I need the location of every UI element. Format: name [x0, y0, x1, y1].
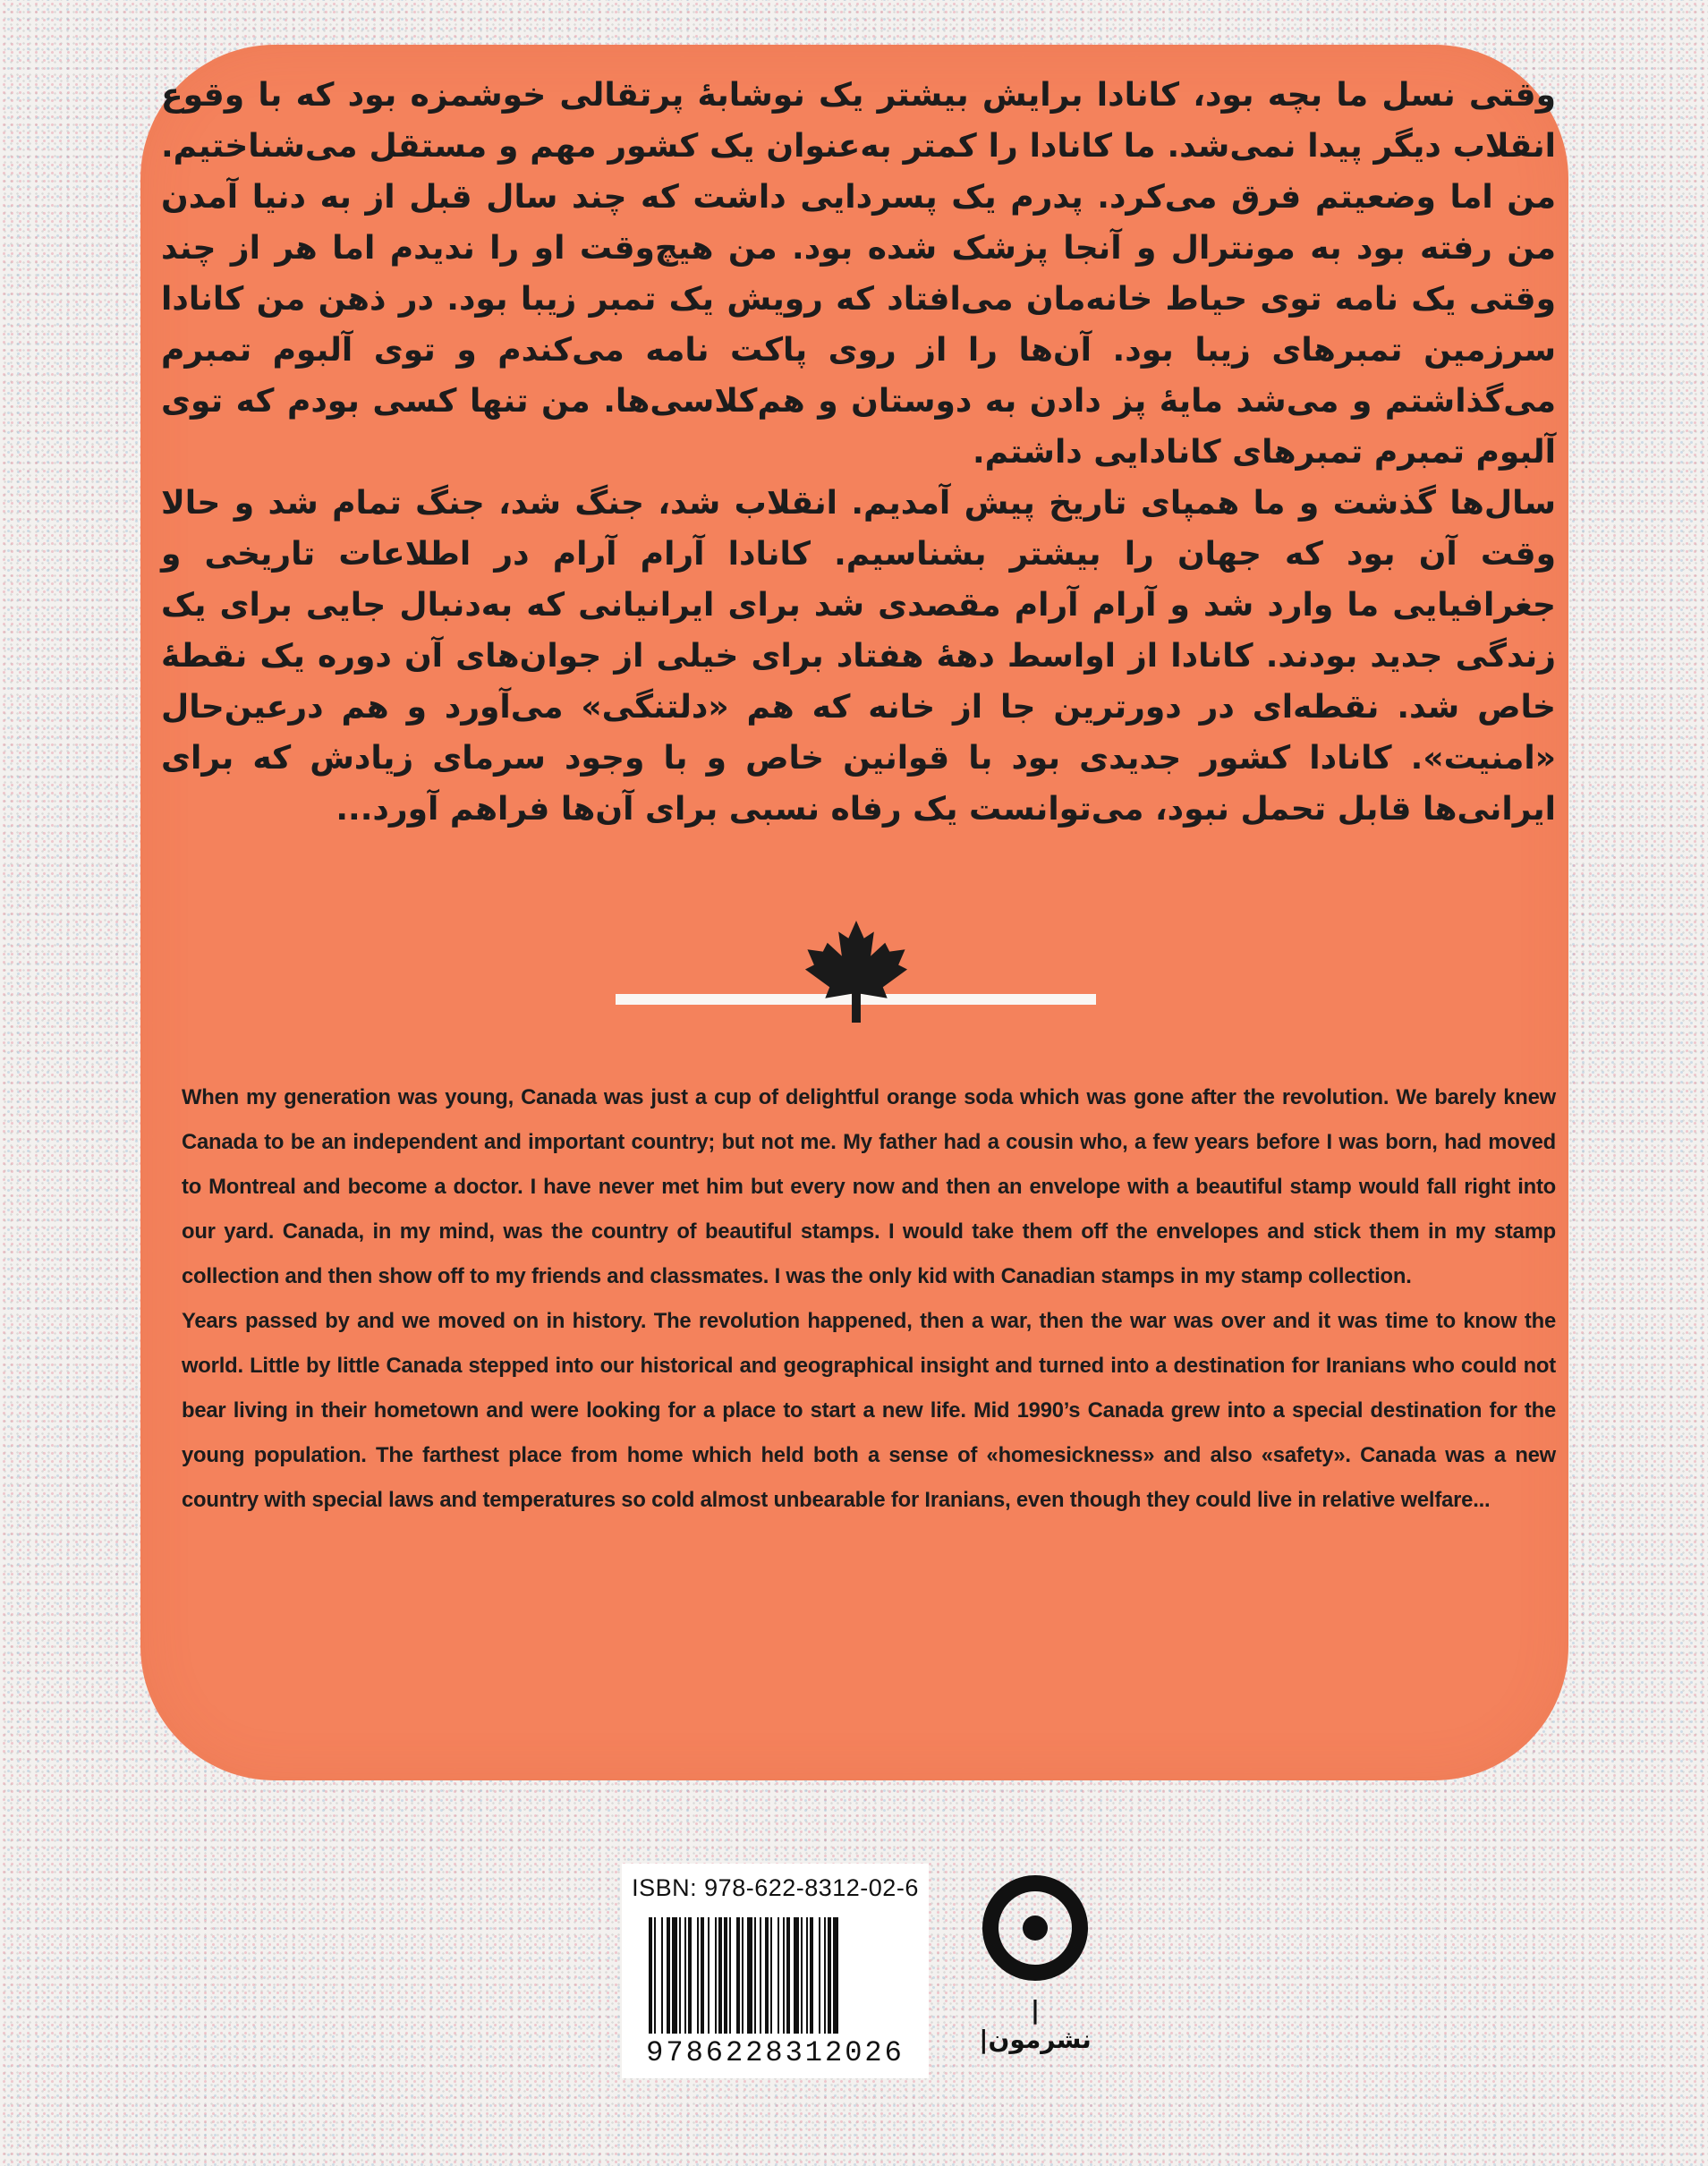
persian-blurb	[161, 70, 1556, 835]
english-paragraph-1: When my generation was young, Canada was just a cup of delightful orange soda which was gone after the revolution. We barely knew Canada to be an independent and important country; but not me. My father had a cousin who, a few years before I was born, had moved to Montreal and become a doctor. I have never met him but every now and then an envelope with a beautiful stamp would fall right into our yard. Canada, in my mind, was the country of beautiful stamps. I would take them off the envelopes and stick them in my stamp collection and then show off to my friends and classmates. I was the only kid with Canadian stamps in my stamp collection.	[182, 1085, 1556, 1288]
barcode-bar	[760, 1917, 761, 2034]
barcode-bar	[747, 1917, 752, 2034]
section-divider	[616, 916, 1096, 1006]
barcode-bar	[701, 1917, 704, 2034]
barcode-bar	[736, 1917, 740, 2034]
barcode-bar	[715, 1917, 717, 2034]
barcode-bar	[786, 1917, 790, 2034]
barcode-bar	[783, 1917, 785, 2034]
english-blurb	[182, 1075, 1556, 1523]
barcode-bar	[729, 1917, 731, 2034]
publisher-name: |نشرمون|	[979, 1995, 1092, 2054]
barcode-bar	[801, 1917, 803, 2034]
barcode-bar	[765, 1917, 769, 2034]
barcode-bar	[661, 1917, 663, 2034]
barcode-bar	[742, 1917, 744, 2034]
barcode-bar	[833, 1917, 838, 2034]
barcode-digits: 9786228312026	[646, 2036, 905, 2069]
persian-paragraph-1: وقتی نسل ما بچه بود، کانادا برایش بیشتر یک نوشابهٔ پرتقالی خوشمزه بود که با وقوع انقلاب دیگر پیدا نمی‌شد. ما کانادا را کمتر به‌عنوان یک کشور مهم و مستقل می‌شناختیم. من اما وضعیتم فرق می‌کرد. پدرم یک پسردایی داشت که چند سال قبل از به دنیا آمدن من رفته بود به مونترال و آنجا پزشک شده بود. من هیچ‌وقت او را ندیدم اما هر از چند وقتی یک نامه توی حیاط خانه‌مان می‌افتاد که رویش یک تمبر زیبا بود. در ذهن من کانادا سرزمین تمبرهای زیبا بود. آن‌ها را از روی پاکت نامه می‌کندم و توی آلبوم تمبرم می‌گذاشتم و می‌شد مایهٔ پز دادن به دوستان و هم‌کلاسی‌ها. من تنها کسی بودم که توی آلبوم تمبرم تمبرهای کانادایی داشتم.	[161, 77, 1556, 471]
barcode-bar	[794, 1917, 799, 2034]
barcode-label	[622, 1864, 929, 2078]
isbn-number: ISBN: 978-622-8312-02-6	[632, 1874, 919, 1901]
barcode-bar	[806, 1917, 808, 2034]
persian-paragraph-2: سال‌ها گذشت و ما همپای تاریخ پیش آمدیم. انقلاب شد، جنگ شد، جنگ تمام شد و حالا وقت آن بود که جهان را بیشتر بشناسیم. کانادا آرام آرام در اطلاعات تاریخی و جغرافیایی ما وارد شد و آرام آرام مقصدی شد برای ایرانیانی که به‌دنبال جایی برای یک زندگی جدید بودند. کانادا از اواسط دههٔ هفتاد برای خیلی از جوان‌های آن دوره یک نقطهٔ خاص شد. نقطه‌ای در دورترین جا از خانه که هم «دلتنگی» می‌آورد و هم درعین‌حال «امنیت». کانادا کشور جدیدی بود با قوانین خاص و با وجود سرمای زیادش که برای ایرانی‌ها قابل تحمل نبود، می‌توانست یک رفاه نسبی برای آن‌ها فراهم آورد...	[161, 485, 1556, 828]
publisher-mark	[977, 1870, 1093, 2067]
barcode-bar	[684, 1917, 686, 2034]
barcode-bar	[679, 1917, 681, 2034]
barcode-bar	[778, 1917, 779, 2034]
barcode-bar	[770, 1917, 772, 2034]
barcode-bar	[724, 1917, 727, 2034]
barcode-bar	[697, 1917, 699, 2034]
barcode-bar	[688, 1917, 692, 2034]
barcode-icon	[649, 1917, 902, 2034]
publisher-circle-logo-icon	[977, 1870, 1093, 1986]
barcode-bar	[810, 1917, 813, 2034]
barcode-bar	[754, 1917, 756, 2034]
barcode-bar	[654, 1917, 656, 2034]
barcode-bar	[708, 1917, 710, 2034]
maple-leaf-icon	[801, 916, 912, 1027]
barcode-bar	[824, 1917, 826, 2034]
barcode-bar	[819, 1917, 820, 2034]
barcode-bar	[649, 1917, 652, 2034]
barcode-bar	[672, 1917, 677, 2034]
barcode-bar	[718, 1917, 722, 2034]
barcode-bar	[667, 1917, 670, 2034]
barcode-bar	[828, 1917, 831, 2034]
english-paragraph-2: Years passed by and we moved on in history. The revolution happened, then a war, then the war was over and it was time to know the world. Little by little Canada stepped into our historical and geographical insight and turned into a destination for Iranians who could not bear living in their hometown and were looking for a place to start a new life. Mid 1990’s Canada grew into a special destination for the young population. The farthest place from home which held both a sense of «homesickness» and also «safety». Canada was a new country with special laws and temperatures so cold almost unbearable for Iranians, even though they could live in relative welfare...	[182, 1309, 1556, 1512]
